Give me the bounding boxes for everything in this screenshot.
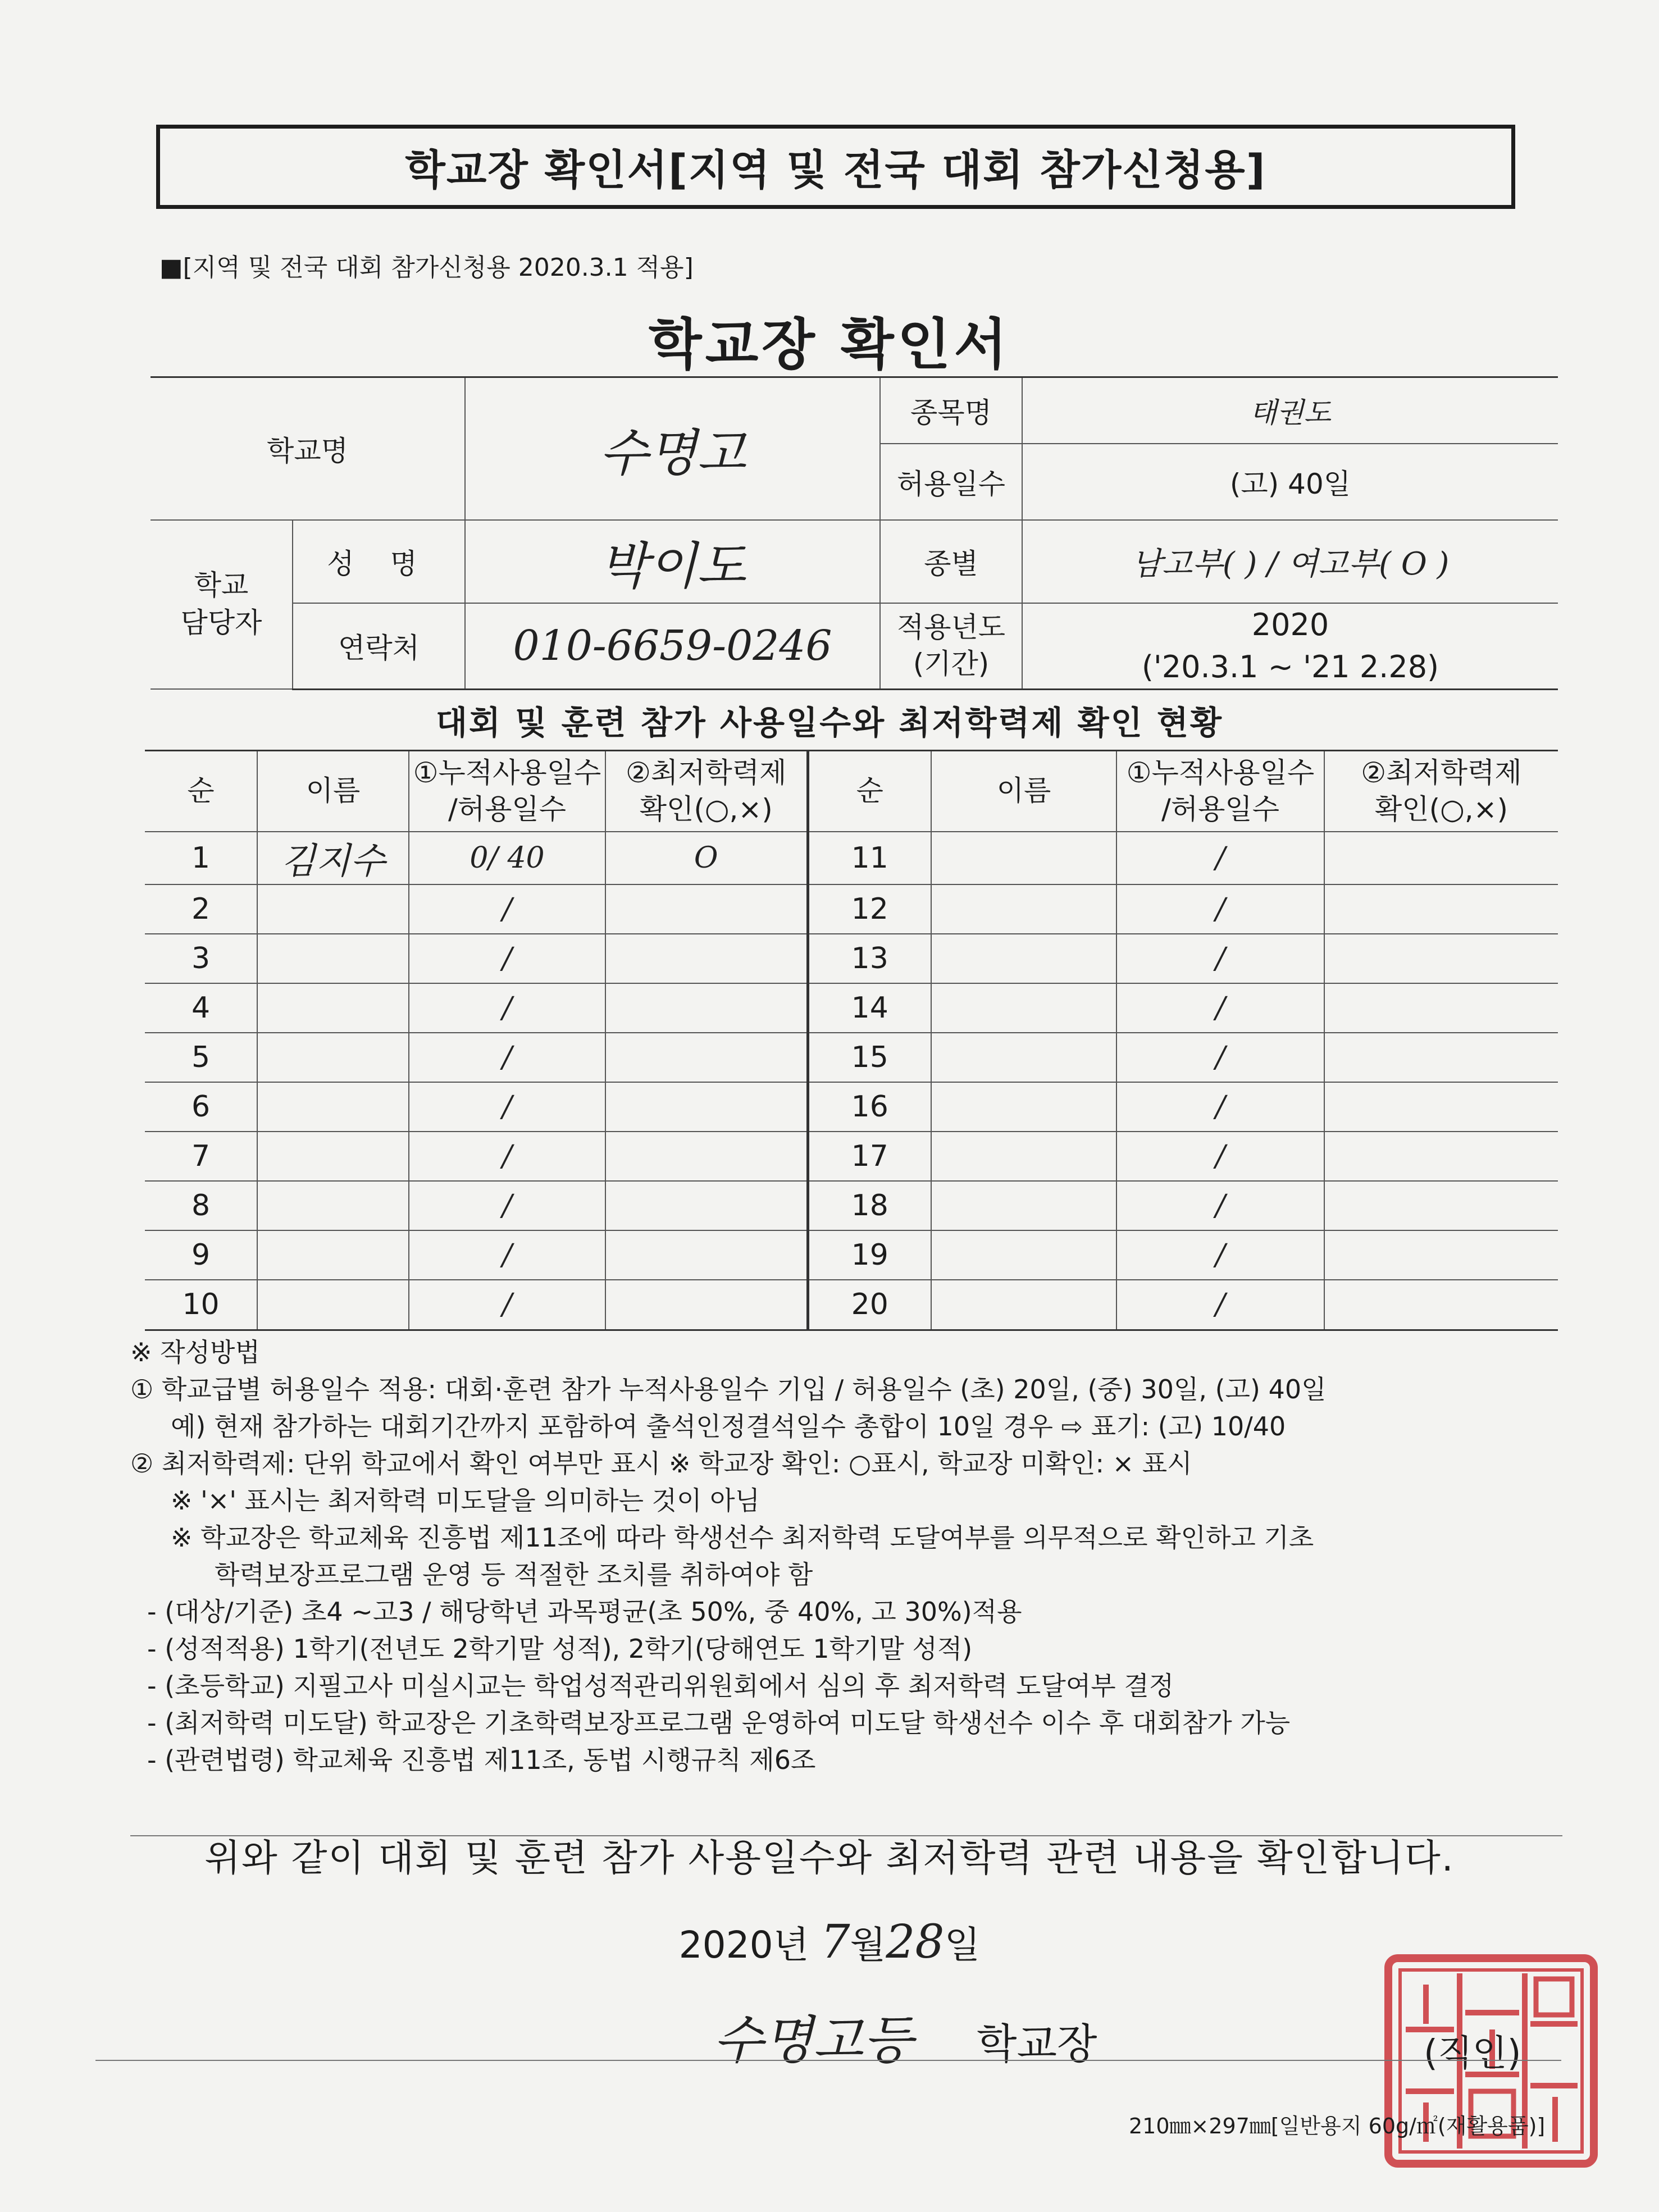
student-name — [931, 1132, 1116, 1181]
minimum-grade-check — [605, 1230, 808, 1280]
student-name — [931, 1280, 1116, 1330]
guide-line: - (초등학교) 지필고사 미실시교는 학업성적관리위원회에서 심의 후 최저학력 도달여부 결정 — [147, 1671, 1174, 1701]
header-days-right: ①누적사용일수 /허용일수 — [1116, 751, 1324, 832]
minimum-grade-check — [1324, 1132, 1558, 1181]
period-value: ('20.3.1 ~ '21 2.28) — [1141, 649, 1439, 685]
header-days-left: ①누적사용일수 /허용일수 — [409, 751, 605, 832]
student-name — [931, 983, 1116, 1033]
used-days: / — [409, 983, 605, 1033]
used-days: / — [1116, 1230, 1324, 1280]
student-name — [257, 1132, 409, 1181]
year-label: 적용년도 (기간) — [880, 603, 1022, 690]
allowed-days-value: (고) 40일 — [1022, 444, 1558, 520]
category-label: 종별 — [880, 520, 1022, 603]
table-row — [145, 1132, 1558, 1181]
table-row — [145, 1082, 1558, 1132]
used-days: / — [1116, 832, 1324, 884]
student-name — [931, 934, 1116, 983]
minimum-grade-check — [1324, 1033, 1558, 1082]
row-number: 3 — [145, 934, 257, 983]
table-row — [145, 1280, 1558, 1330]
minimum-grade-check — [605, 1132, 808, 1181]
used-days: / — [409, 1082, 605, 1132]
row-number: 5 — [145, 1033, 257, 1082]
table-row — [145, 832, 1558, 884]
row-number: 17 — [808, 1132, 931, 1181]
person-name-label: 성 명 — [293, 520, 465, 603]
row-number: 19 — [808, 1230, 931, 1280]
table-row — [145, 1230, 1558, 1280]
guide-line: - (대상/기준) 초4 ~고3 / 해당학년 과목평균(초 50%, 중 40%, 고 30%)적용 — [147, 1597, 1022, 1627]
row-number: 10 — [145, 1280, 257, 1330]
minimum-grade-check — [605, 1033, 808, 1082]
form-title-box — [156, 125, 1515, 209]
school-signature: 수명고등 — [713, 2010, 913, 2070]
used-days: / — [409, 1033, 605, 1082]
table-row — [145, 983, 1558, 1033]
school-name-value: 수명고 — [465, 377, 880, 520]
category-value: 남고부( ) / 여고부( O ) — [1022, 520, 1558, 603]
header-no-right: 순 — [808, 751, 931, 832]
document-title: 학교장 확인서 — [648, 313, 1011, 377]
row-number: 13 — [808, 934, 931, 983]
used-days: 0/ 40 — [409, 832, 605, 884]
minimum-grade-check — [605, 934, 808, 983]
guide-line: - (성적적용) 1학기(전년도 2학기말 성적), 2학기(당해연도 1학기말 성적) — [147, 1634, 973, 1664]
minimum-grade-check — [1324, 934, 1558, 983]
contact-label: 연락처 — [293, 603, 465, 690]
paper-spec: 210㎜×297㎜[일반용지 60g/㎡(재활용품)] — [1129, 2114, 1546, 2138]
school-info-table — [151, 376, 1558, 690]
student-name — [257, 1082, 409, 1132]
used-days: / — [1116, 934, 1324, 983]
row-number: 9 — [145, 1230, 257, 1280]
student-name — [931, 884, 1116, 934]
sport-value: 태권도 — [1022, 377, 1558, 444]
student-name — [931, 832, 1116, 884]
minimum-grade-check — [1324, 1230, 1558, 1280]
date-month-unit: 월 — [850, 1923, 886, 1967]
table-row — [145, 1181, 1558, 1230]
used-days: / — [1116, 1132, 1324, 1181]
guide-line: ※ 학교장은 학교체육 진흥법 제11조에 따라 학생선수 최저학력 도달여부를 의무적으로 확인하고 기초 — [171, 1522, 1314, 1553]
student-name — [257, 1280, 409, 1330]
student-name — [257, 1181, 409, 1230]
guide-line: - (최저학력 미도달) 학교장은 기초학력보장프로그램 운영하여 미도달 학생선수 이수 후 대회참가 가능 — [147, 1708, 1291, 1738]
row-number: 16 — [808, 1082, 931, 1132]
roster-table — [145, 750, 1558, 1331]
used-days: / — [409, 1280, 605, 1330]
roster-body — [145, 832, 1558, 1330]
minimum-grade-check — [1324, 1181, 1558, 1230]
table-row — [145, 884, 1558, 934]
used-days: / — [1116, 1033, 1324, 1082]
principal-label: 학교장 — [977, 2020, 1097, 2068]
used-days: / — [409, 934, 605, 983]
row-number: 2 — [145, 884, 257, 934]
minimum-grade-check — [605, 1082, 808, 1132]
row-number: 7 — [145, 1132, 257, 1181]
form-box-title: 학교장 확인서[지역 및 전국 대회 참가신청용] — [405, 146, 1266, 194]
minimum-grade-check — [1324, 884, 1558, 934]
year-cell — [1022, 603, 1558, 690]
minimum-grade-check — [605, 1280, 808, 1330]
minimum-grade-check — [1324, 1082, 1558, 1132]
student-name: 김지수 — [257, 832, 409, 884]
date-day: 28 — [886, 1915, 945, 1969]
used-days: / — [409, 1230, 605, 1280]
student-name — [257, 1230, 409, 1280]
used-days: / — [1116, 884, 1324, 934]
guide-line: ① 학교급별 허용일수 적용: 대회·훈련 참가 누적사용일수 기입 / 허용일수 (초) 20일, (중) 30일, (고) 40일 — [130, 1374, 1327, 1404]
used-days: / — [1116, 1082, 1324, 1132]
minimum-grade-check — [1324, 1280, 1558, 1330]
divider-line — [95, 2060, 1561, 2061]
date-year: 2020년 — [678, 1923, 809, 1967]
contact-value: 010-6659-0246 — [465, 603, 880, 690]
school-name-label: 학교명 — [151, 377, 465, 520]
guide-line: ※ '×' 표시는 최저학력 미도달을 의미하는 것이 아님 — [171, 1485, 760, 1516]
date-day-unit: 일 — [944, 1923, 981, 1967]
seal-label: (직인) — [1424, 2033, 1521, 2074]
student-name — [257, 983, 409, 1033]
sport-label: 종목명 — [880, 377, 1022, 444]
row-number: 11 — [808, 832, 931, 884]
used-days: / — [1116, 983, 1324, 1033]
header-name-right: 이름 — [931, 751, 1116, 832]
row-number: 12 — [808, 884, 931, 934]
guide-line: 학력보장프로그램 운영 등 적절한 조치를 취하여야 함 — [215, 1559, 813, 1590]
table-row — [145, 1033, 1558, 1082]
minimum-grade-check — [605, 884, 808, 934]
person-name-value: 박이도 — [465, 520, 880, 603]
header-name-left: 이름 — [257, 751, 409, 832]
writing-guide — [130, 1334, 1568, 1778]
allowed-days-label: 허용일수 — [880, 444, 1022, 520]
row-number: 18 — [808, 1181, 931, 1230]
header-check-right: ②최저학력제 확인(○,×) — [1324, 751, 1558, 832]
minimum-grade-check — [1324, 983, 1558, 1033]
minimum-grade-check: O — [605, 832, 808, 884]
form-note: ■[지역 및 전국 대회 참가신청용 2020.3.1 적용] — [159, 253, 694, 282]
used-days: / — [1116, 1181, 1324, 1230]
student-name — [931, 1033, 1116, 1082]
row-number: 1 — [145, 832, 257, 884]
row-number: 4 — [145, 983, 257, 1033]
row-number: 15 — [808, 1033, 931, 1082]
manager-label: 학교 담당자 — [151, 520, 293, 690]
used-days: / — [1116, 1280, 1324, 1330]
header-check-left: ②최저학력제 확인(○,×) — [605, 751, 808, 832]
row-number: 14 — [808, 983, 931, 1033]
student-name — [257, 884, 409, 934]
guide-line: 예) 현재 참가하는 대회기간까지 포함하여 출석인정결석일수 총합이 10일 경우 ⇨ 표기: (고) 10/40 — [171, 1411, 1286, 1442]
guide-line: - (관련법령) 학교체육 진흥법 제11조, 동법 시행규칙 제6조 — [147, 1745, 816, 1775]
used-days: / — [409, 884, 605, 934]
minimum-grade-check — [1324, 832, 1558, 884]
student-name — [931, 1230, 1116, 1280]
minimum-grade-check — [605, 1181, 808, 1230]
used-days: / — [409, 1181, 605, 1230]
student-name — [257, 934, 409, 983]
student-name — [931, 1181, 1116, 1230]
student-name — [257, 1033, 409, 1082]
row-number: 8 — [145, 1181, 257, 1230]
row-number: 6 — [145, 1082, 257, 1132]
header-no-left: 순 — [145, 751, 257, 832]
guide-line: ② 최저학력제: 단위 학교에서 확인 여부만 표시 ※ 학교장 확인: ○표시, 학교장 미확인: × 표시 — [130, 1448, 1192, 1479]
minimum-grade-check — [605, 983, 808, 1033]
table-row — [145, 934, 1558, 983]
status-section-title: 대회 및 훈련 참가 사용일수와 최저학력제 확인 현황 — [436, 704, 1223, 742]
used-days: / — [409, 1132, 605, 1181]
row-number: 20 — [808, 1280, 931, 1330]
guide-heading: ※ 작성방법 — [130, 1337, 260, 1367]
signer-line — [713, 1999, 1097, 2073]
date-month: 7 — [821, 1915, 850, 1969]
year-value: 2020 — [1251, 606, 1329, 642]
student-name — [931, 1082, 1116, 1132]
confirmation-statement: 위와 같이 대회 및 훈련 참가 사용일수와 최저학력 관련 내용을 확인합니다. — [204, 1836, 1455, 1880]
